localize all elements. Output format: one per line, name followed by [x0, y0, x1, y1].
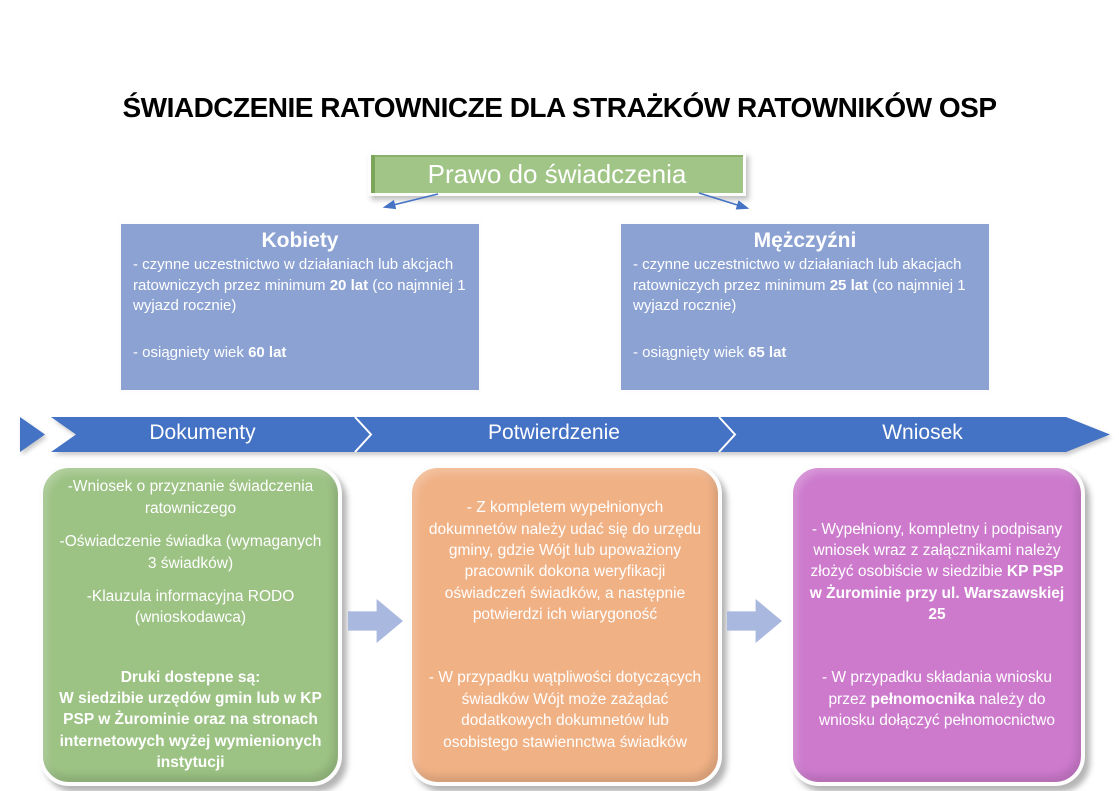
confirmation-paragraph-1: - Z kompletem wypełnionych dokumnetów należy udać się do urzędu gminy, gdzie Wójt lub upoważiony pracownik dokona weryfikacji oświadczeń świadków, a następnie potwierdzi ich wiarygoność [428, 499, 702, 623]
application-paragraph-1: - Wypełniony, kompletny i podpisany wniosek wraz z załącznikami należy złożyć osobiście w siedzibie KP PSP w Żurominie przy ul. Warszawskiej 25 [809, 520, 1065, 623]
banner-step-potwierdzenie: Potwierdzenie [488, 421, 620, 444]
men-criterion-service: - czynne uczestnictwo w działaniach lub akacjach ratowniczych przez minimum 25 lat (co najmniej 1 wyjazd rocznie) [633, 256, 966, 314]
women-box-title: Kobiety [261, 229, 339, 252]
eligibility-box-women [118, 221, 482, 393]
documents-availability-note [59, 667, 322, 774]
documents-item: -Oświadczenie świadka (wymaganych 3 świadków) [59, 533, 322, 572]
documents-item: -Klauzula informacyjna RODO (wnioskodawca) [86, 587, 295, 627]
women-criterion-age: - osiągniety wiek 60 lat [133, 344, 287, 362]
flow-arrow-icon [348, 599, 403, 643]
right-to-benefit-box [368, 152, 746, 196]
banner-step-dokumenty: Dokumenty [149, 421, 256, 444]
page-title: ŚWIADCZENIE RATOWNICZE DLA STRAŻKÓW RATOWNIKÓW OSP [122, 92, 997, 123]
application-detail-box [789, 464, 1085, 786]
banner-step-wniosek: Wniosek [882, 421, 963, 444]
men-criterion-age: - osiągnięty wiek 65 lat [633, 344, 787, 362]
confirmation-paragraph-2: - W przypadku wątpliwości dotyczących świadków Wójt może zażądać dodatkowych dokumnetów lub osobistego stawiennctwa świadków [428, 669, 702, 751]
confirmation-detail-box [408, 464, 722, 786]
application-paragraph-2: - W przypadku składania wniosku przez pełnomocnika należy do wniosku dołączyć pełnomocnictwo [818, 669, 1056, 730]
flow-arrow-icon [727, 599, 782, 643]
documents-note-title: Druki dostepne są: [120, 668, 261, 686]
men-box-title: Mężczyźni [753, 229, 857, 252]
documents-detail-box [39, 464, 342, 786]
banner-left-chevron-tip-icon [20, 417, 45, 452]
women-criterion-service: - czynne uczestnictwo w działaniach lub akcjach ratowniczych przez minimum 20 lat (co najmniej 1 wyjazd rocznie) [133, 256, 466, 314]
documents-item: -Wniosek o przyznanie świadczenia ratowniczego [67, 478, 314, 517]
documents-note-body: W siedzibie urzędów gmin lub w KP PSP w Żurominie oraz na stronach internetowych wyżej wymienionych instytucji [59, 690, 322, 772]
right-to-benefit-label: Prawo do świadczenia [427, 158, 687, 189]
eligibility-box-men [618, 221, 992, 393]
